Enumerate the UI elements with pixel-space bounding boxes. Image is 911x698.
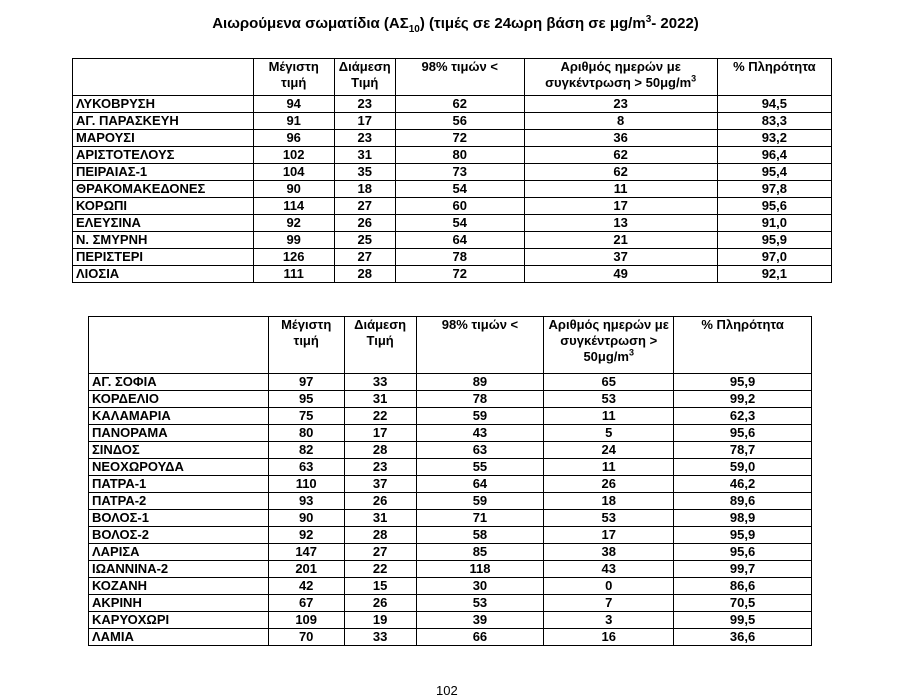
days-cell: 62: [524, 164, 717, 181]
days-cell: 11: [544, 408, 674, 425]
max-cell: 63: [268, 459, 344, 476]
median-cell: 23: [334, 130, 395, 147]
median-cell: 37: [344, 476, 416, 493]
table-2-body: [89, 374, 812, 646]
station-name-cell: ΠΑΝΟΡΑΜΑ: [89, 425, 269, 442]
p98-cell: 53: [416, 595, 544, 612]
max-cell: 82: [268, 442, 344, 459]
station-name-cell: ΛΥΚΟΒΡΥΣΗ: [73, 96, 254, 113]
completeness-cell: 96,4: [717, 147, 831, 164]
station-name-cell: ΙΩΑΝΝΙΝΑ-2: [89, 561, 269, 578]
days-cell: 7: [544, 595, 674, 612]
station-header: [73, 59, 254, 96]
max-cell: 114: [253, 198, 334, 215]
days-cell: 17: [524, 198, 717, 215]
station-name-cell: ΒΟΛΟΣ-1: [89, 510, 269, 527]
table-row: [89, 578, 812, 595]
station-name-cell: ΘΡΑΚΟΜΑΚΕΔΟΝΕΣ: [73, 181, 254, 198]
days-cell: 21: [524, 232, 717, 249]
table-row: [89, 527, 812, 544]
median-cell: 33: [344, 629, 416, 646]
median-cell: 31: [344, 391, 416, 408]
station-name-cell: ΣΙΝΔΟΣ: [89, 442, 269, 459]
max-cell: 147: [268, 544, 344, 561]
max-cell: 93: [268, 493, 344, 510]
max-cell: 92: [268, 527, 344, 544]
days-cell: 49: [524, 266, 717, 283]
completeness-cell: 89,6: [674, 493, 812, 510]
station-name-cell: ΑΓ. ΣΟΦΙΑ: [89, 374, 269, 391]
median-cell: 28: [344, 442, 416, 459]
table-row: [73, 96, 832, 113]
table-row: [73, 181, 832, 198]
completeness-cell: 95,6: [717, 198, 831, 215]
days-cell: 16: [544, 629, 674, 646]
p98-cell: 60: [395, 198, 524, 215]
days-cell: 11: [544, 459, 674, 476]
table-header-row: [73, 59, 832, 96]
completeness-cell: 97,0: [717, 249, 831, 266]
table-1-body: [73, 96, 832, 283]
completeness-cell: 86,6: [674, 578, 812, 595]
table-row: [89, 459, 812, 476]
completeness-header: % Πληρότητα: [717, 59, 831, 96]
table-row: [89, 476, 812, 493]
station-name-cell: ΚΑΡΥΟΧΩΡΙ: [89, 612, 269, 629]
max-cell: 91: [253, 113, 334, 130]
completeness-cell: 95,6: [674, 425, 812, 442]
median-cell: 25: [334, 232, 395, 249]
p98-cell: 55: [416, 459, 544, 476]
station-name-cell: ΝΕΟΧΩΡΟΥΔΑ: [89, 459, 269, 476]
table-row: [89, 595, 812, 612]
p98-cell: 118: [416, 561, 544, 578]
median-header: Διάμεση Τιμή: [344, 317, 416, 374]
table-row: [89, 561, 812, 578]
median-cell: 27: [344, 544, 416, 561]
median-cell: 17: [334, 113, 395, 130]
p98-cell: 78: [395, 249, 524, 266]
max-cell: 109: [268, 612, 344, 629]
completeness-cell: 93,2: [717, 130, 831, 147]
p98-cell: 78: [416, 391, 544, 408]
completeness-cell: 70,5: [674, 595, 812, 612]
days-cell: 23: [524, 96, 717, 113]
days-header-sup: 3: [691, 73, 697, 84]
max-cell: 92: [253, 215, 334, 232]
p98-header: 98% τιμών <: [395, 59, 524, 96]
station-name-cell: ΠΑΤΡΑ-2: [89, 493, 269, 510]
station-name-cell: ΚΑΛΑΜΑΡΙΑ: [89, 408, 269, 425]
median-cell: 33: [344, 374, 416, 391]
days-cell: 43: [544, 561, 674, 578]
title-prefix: Αιωρούμενα σωματίδια (ΑΣ: [212, 15, 409, 32]
p98-cell: 85: [416, 544, 544, 561]
max-cell: 80: [268, 425, 344, 442]
max-cell: 96: [253, 130, 334, 147]
max-header: Μέγιστη τιμή: [253, 59, 334, 96]
p98-cell: 58: [416, 527, 544, 544]
days-cell: 37: [524, 249, 717, 266]
station-name-cell: ΑΓ. ΠΑΡΑΣΚΕΥΗ: [73, 113, 254, 130]
days-cell: 38: [544, 544, 674, 561]
p98-cell: 66: [416, 629, 544, 646]
days-header-sup: 3: [628, 347, 634, 358]
p98-cell: 64: [395, 232, 524, 249]
days-header: [524, 59, 717, 96]
table-row: [89, 374, 812, 391]
title-suffix: - 2022): [651, 15, 699, 32]
days-header: [544, 317, 674, 374]
station-name-cell: ΠΕΡΙΣΤΕΡΙ: [73, 249, 254, 266]
days-cell: 65: [544, 374, 674, 391]
max-cell: 90: [253, 181, 334, 198]
title-middle: ) (τιμές σε 24ωρη βάση σε μg/m: [419, 15, 646, 32]
median-cell: 18: [334, 181, 395, 198]
p98-cell: 63: [416, 442, 544, 459]
table-row: [73, 266, 832, 283]
p98-cell: 59: [416, 408, 544, 425]
completeness-cell: 97,8: [717, 181, 831, 198]
station-name-cell: Ν. ΣΜΥΡΝΗ: [73, 232, 254, 249]
station-name-cell: ΠΑΤΡΑ-1: [89, 476, 269, 493]
max-cell: 97: [268, 374, 344, 391]
median-cell: 26: [334, 215, 395, 232]
days-header-text: Αριθμός ημερών με συγκέντρωση > 50μg/m: [545, 59, 692, 90]
median-cell: 22: [344, 561, 416, 578]
title-subscript: 10: [408, 24, 420, 35]
station-name-cell: ΚΟΡΩΠΙ: [73, 198, 254, 215]
completeness-cell: 98,9: [674, 510, 812, 527]
station-name-cell: ΛΙΟΣΙΑ: [73, 266, 254, 283]
days-cell: 18: [544, 493, 674, 510]
station-name-cell: ΚΟΖΑΝΗ: [89, 578, 269, 595]
p98-cell: 59: [416, 493, 544, 510]
median-cell: 26: [344, 595, 416, 612]
days-cell: 5: [544, 425, 674, 442]
table-row: [89, 391, 812, 408]
max-cell: 102: [253, 147, 334, 164]
completeness-cell: 95,6: [674, 544, 812, 561]
max-header: Μέγιστη τιμή: [268, 317, 344, 374]
max-cell: 90: [268, 510, 344, 527]
table-row: [73, 215, 832, 232]
max-cell: 70: [268, 629, 344, 646]
station-name-cell: ΑΡΙΣΤΟΤΕΛΟΥΣ: [73, 147, 254, 164]
completeness-cell: 95,9: [717, 232, 831, 249]
stations-table-1: [72, 58, 832, 283]
table-row: [73, 113, 832, 130]
completeness-cell: 91,0: [717, 215, 831, 232]
table-row: [89, 408, 812, 425]
days-cell: 62: [524, 147, 717, 164]
table-row: [89, 629, 812, 646]
table-row: [89, 544, 812, 561]
completeness-cell: 99,5: [674, 612, 812, 629]
station-name-cell: ΑΚΡΙΝΗ: [89, 595, 269, 612]
completeness-cell: 36,6: [674, 629, 812, 646]
table-row: [89, 612, 812, 629]
completeness-cell: 99,7: [674, 561, 812, 578]
completeness-header: % Πληρότητα: [674, 317, 812, 374]
max-cell: 95: [268, 391, 344, 408]
p98-header: 98% τιμών <: [416, 317, 544, 374]
table-row: [73, 232, 832, 249]
median-cell: 23: [334, 96, 395, 113]
table-row: [73, 249, 832, 266]
station-name-cell: ΛΑΡΙΣΑ: [89, 544, 269, 561]
table-row: [89, 425, 812, 442]
p98-cell: 64: [416, 476, 544, 493]
page-title: [0, 14, 911, 35]
max-cell: 99: [253, 232, 334, 249]
station-name-cell: ΕΛΕΥΣΙΝΑ: [73, 215, 254, 232]
table-row: [89, 510, 812, 527]
median-cell: 15: [344, 578, 416, 595]
days-cell: 53: [544, 391, 674, 408]
max-cell: 67: [268, 595, 344, 612]
days-header-text: Αριθμός ημερών με συγκέντρωση > 50μg/m: [548, 317, 669, 364]
max-cell: 110: [268, 476, 344, 493]
completeness-cell: 62,3: [674, 408, 812, 425]
median-cell: 27: [334, 198, 395, 215]
completeness-cell: 94,5: [717, 96, 831, 113]
station-name-cell: ΜΑΡΟΥΣΙ: [73, 130, 254, 147]
max-cell: 42: [268, 578, 344, 595]
p98-cell: 30: [416, 578, 544, 595]
p98-cell: 71: [416, 510, 544, 527]
station-name-cell: ΛΑΜΙΑ: [89, 629, 269, 646]
table-row: [73, 164, 832, 181]
station-name-cell: ΠΕΙΡΑΙΑΣ-1: [73, 164, 254, 181]
completeness-cell: 59,0: [674, 459, 812, 476]
days-cell: 53: [544, 510, 674, 527]
median-cell: 35: [334, 164, 395, 181]
days-cell: 11: [524, 181, 717, 198]
p98-cell: 80: [395, 147, 524, 164]
p98-cell: 73: [395, 164, 524, 181]
table-row: [89, 442, 812, 459]
p98-cell: 43: [416, 425, 544, 442]
station-name-cell: ΒΟΛΟΣ-2: [89, 527, 269, 544]
median-cell: 28: [344, 527, 416, 544]
p98-cell: 39: [416, 612, 544, 629]
median-cell: 26: [344, 493, 416, 510]
completeness-cell: 46,2: [674, 476, 812, 493]
p98-cell: 72: [395, 130, 524, 147]
median-cell: 22: [344, 408, 416, 425]
p98-cell: 56: [395, 113, 524, 130]
table-row: [73, 130, 832, 147]
completeness-cell: 95,9: [674, 527, 812, 544]
days-cell: 3: [544, 612, 674, 629]
stations-table-2: [88, 316, 812, 646]
max-cell: 104: [253, 164, 334, 181]
days-cell: 13: [524, 215, 717, 232]
table-row: [73, 147, 832, 164]
station-name-cell: ΚΟΡΔΕΛΙΟ: [89, 391, 269, 408]
completeness-cell: 95,4: [717, 164, 831, 181]
days-cell: 17: [544, 527, 674, 544]
completeness-cell: 92,1: [717, 266, 831, 283]
max-cell: 94: [253, 96, 334, 113]
completeness-cell: 99,2: [674, 391, 812, 408]
days-cell: 36: [524, 130, 717, 147]
max-cell: 126: [253, 249, 334, 266]
completeness-cell: 95,9: [674, 374, 812, 391]
p98-cell: 62: [395, 96, 524, 113]
median-cell: 31: [334, 147, 395, 164]
station-header: [89, 317, 269, 374]
median-cell: 19: [344, 612, 416, 629]
days-cell: 8: [524, 113, 717, 130]
completeness-cell: 83,3: [717, 113, 831, 130]
median-header: Διάμεση Τιμή: [334, 59, 395, 96]
p98-cell: 54: [395, 181, 524, 198]
days-cell: 26: [544, 476, 674, 493]
p98-cell: 54: [395, 215, 524, 232]
max-cell: 75: [268, 408, 344, 425]
median-cell: 28: [334, 266, 395, 283]
days-cell: 24: [544, 442, 674, 459]
days-cell: 0: [544, 578, 674, 595]
p98-cell: 89: [416, 374, 544, 391]
table-header-row: [89, 317, 812, 374]
max-cell: 111: [253, 266, 334, 283]
median-cell: 31: [344, 510, 416, 527]
median-cell: 23: [344, 459, 416, 476]
completeness-cell: 78,7: [674, 442, 812, 459]
p98-cell: 72: [395, 266, 524, 283]
max-cell: 201: [268, 561, 344, 578]
median-cell: 17: [344, 425, 416, 442]
median-cell: 27: [334, 249, 395, 266]
page-number: 102: [436, 683, 458, 698]
title-superscript: 3: [645, 14, 652, 25]
table-row: [73, 198, 832, 215]
table-row: [89, 493, 812, 510]
